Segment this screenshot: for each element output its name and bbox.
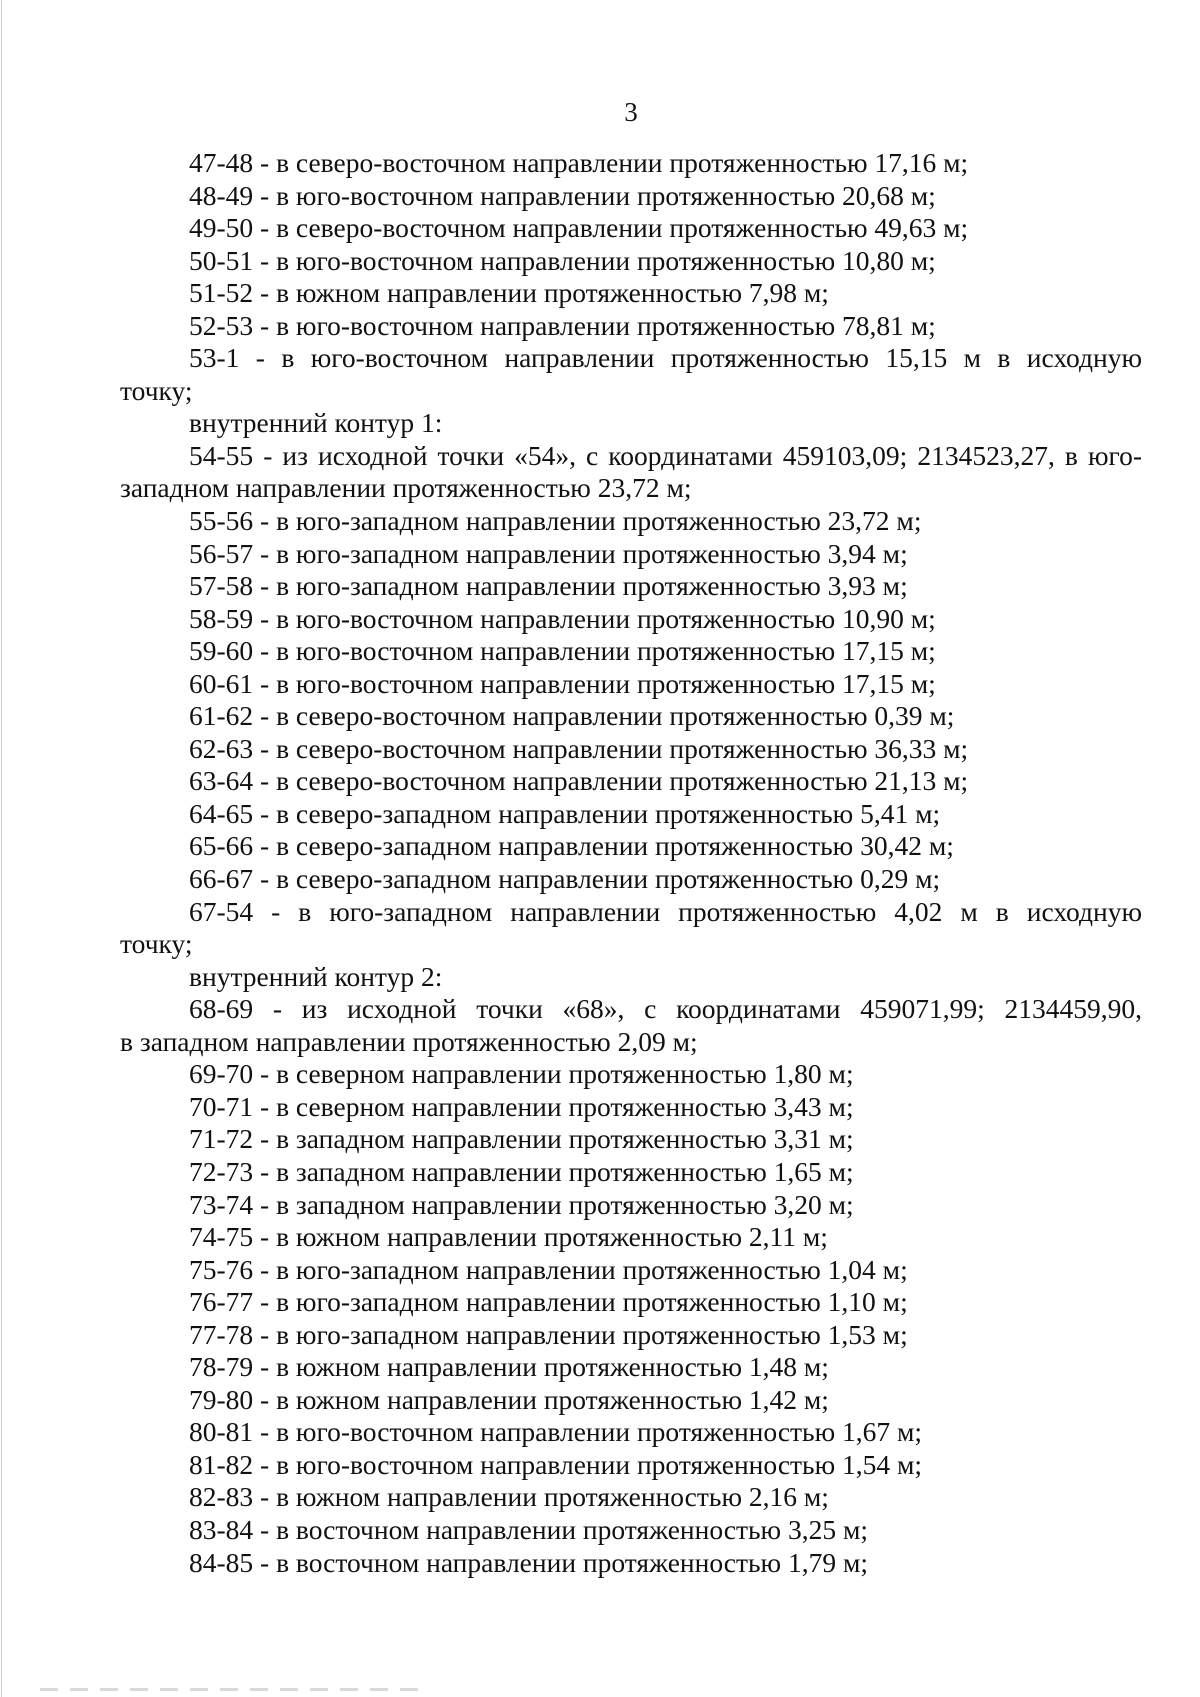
text-line: 62-63 - в северо-восточном направлении протяженностью 36,33 м; [189,732,969,764]
scan-edge [1,0,2,1697]
document-body [120,147,1142,1579]
text-line: 70-71 - в северном направлении протяженностью 3,43 м; [189,1090,854,1122]
text-line: 68-69 - из исходной точки «68», с координатами 459071,99; 2134459,90, [189,993,1142,1025]
text-line: 84-85 - в восточном направлении протяженностью 1,79 м; [189,1546,869,1578]
text-line: 73-74 - в западном направлении протяженностью 3,20 м; [189,1188,854,1220]
text-line: 77-78 - в юго-западном направлении протяженностью 1,53 м; [189,1318,908,1350]
text-line: 61-62 - в северо-восточном направлении протяженностью 0,39 м; [189,700,955,732]
text-line: 80-81 - в юго-восточном направлении протяженностью 1,67 м; [189,1416,923,1448]
text-line: 78-79 - в южном направлении протяженностью 1,48 м; [189,1351,829,1383]
text-line: 64-65 - в северо-западном направлении протяженностью 5,41 м; [189,797,941,829]
text-line: 79-80 - в южном направлении протяженностью 1,42 м; [189,1383,829,1415]
text-line: внутренний контур 1: [189,407,443,439]
text-line: 83-84 - в восточном направлении протяженностью 3,25 м; [189,1513,869,1545]
text-line: 74-75 - в южном направлении протяженностью 2,11 м; [189,1221,828,1253]
text-line: 56-57 - в юго-западном направлении протяженностью 3,94 м; [189,537,908,569]
text-line: 69-70 - в северном направлении протяженностью 1,80 м; [189,1058,854,1090]
text-line: 49-50 - в северо-восточном направлении протяженностью 49,63 м; [189,212,969,244]
text-line: 57-58 - в юго-западном направлении протяженностью 3,93 м; [189,570,908,602]
text-line: 66-67 - в северо-западном направлении протяженностью 0,29 м; [189,863,941,895]
text-line: 81-82 - в юго-восточном направлении протяженностью 1,54 м; [189,1448,923,1480]
text-line: 48-49 - в юго-восточном направлении протяженностью 20,68 м; [189,179,936,211]
page-number: 3 [624,97,638,127]
text-line: 63-64 - в северо-восточном направлении протяженностью 21,13 м; [189,765,969,797]
text-line: 82-83 - в южном направлении протяженностью 2,16 м; [189,1481,829,1513]
text-line: 67-54 - в юго-западном направлении протяженностью 4,02 м в исходную [189,895,1142,927]
text-line: 76-77 - в юго-западном направлении протяженностью 1,10 м; [189,1286,908,1318]
text-line: 50-51 - в юго-восточном направлении протяженностью 10,80 м; [189,244,936,276]
text-line: точку; [120,374,193,406]
text-line: 52-53 - в юго-восточном направлении протяженностью 78,81 м; [189,309,936,341]
text-line: западном направлении протяженностью 23,72 м; [120,472,692,504]
text-line: 53-1 - в юго-восточном направлении протяженностью 15,15 м в исходную [189,342,1142,374]
text-line: 75-76 - в юго-западном направлении протяженностью 1,04 м; [189,1253,908,1285]
text-line: 58-59 - в юго-восточном направлении протяженностью 10,90 м; [189,602,936,634]
text-line: внутренний контур 2: [189,960,443,992]
text-line: 60-61 - в юго-восточном направлении протяженностью 17,15 м; [189,667,936,699]
text-line: 55-56 - в юго-западном направлении протяженностью 23,72 м; [189,505,922,537]
text-line: 71-72 - в западном направлении протяженностью 3,31 м; [189,1123,854,1155]
text-line: 54-55 - из исходной точки «54», с координатами 459103,09; 2134523,27, в юго- [189,439,1142,471]
text-line: 51-52 - в южном направлении протяженностью 7,98 м; [189,277,829,309]
text-line: 65-66 - в северо-западном направлении протяженностью 30,42 м; [189,830,954,862]
scan-artifact [40,1688,420,1691]
text-line: 72-73 - в западном направлении протяженностью 1,65 м; [189,1155,854,1187]
text-line: 59-60 - в юго-восточном направлении протяженностью 17,15 м; [189,635,936,667]
text-line: точку; [120,928,193,960]
text-line: в западном направлении протяженностью 2,09 м; [120,1025,698,1057]
text-line: 47-48 - в северо-восточном направлении протяженностью 17,16 м; [189,147,969,178]
